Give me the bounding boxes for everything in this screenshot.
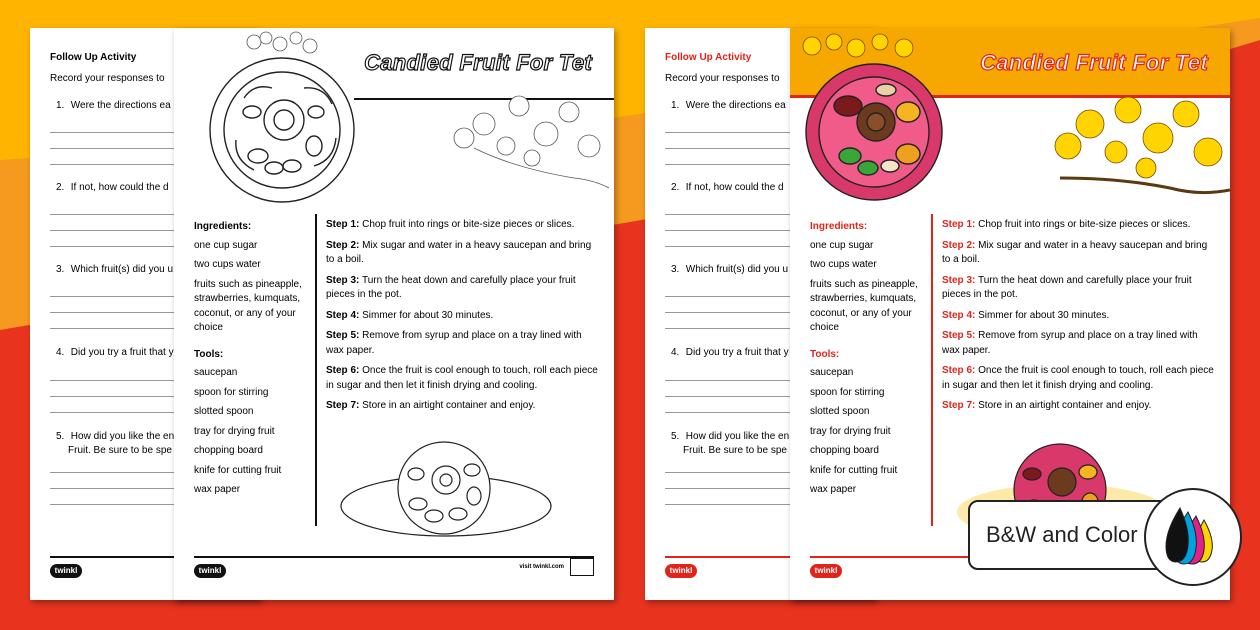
ingredients-tools-column [810, 220, 922, 503]
footer-url: visit twinkl.com [519, 564, 564, 570]
step-3: Step 3: Turn the heat down and carefully place your fruit pieces in the pot. [326, 274, 576, 300]
question-1: 1. Were the directions ea [56, 100, 171, 111]
tool-item: saucepan [194, 367, 238, 378]
tool-item: knife for cutting fruit [194, 464, 282, 476]
tray-on-plate-illustration [326, 428, 596, 548]
tool-item: wax paper [810, 484, 857, 495]
step-5: Step 5: Remove from syrup and place on a tray lined with wax paper. [326, 330, 582, 356]
step-2: Step 2: Mix sugar and water in a heavy saucepan and bring to a boil. [326, 239, 592, 265]
tool-item: slotted spoon [194, 406, 254, 417]
ingredients-heading: Ingredients: [194, 221, 252, 232]
tool-item: tray for drying fruit [810, 425, 891, 437]
tools-heading: Tools: [194, 348, 224, 360]
question-3: 3. Which fruit(s) did you u [56, 264, 174, 275]
recipe-title: Candied Fruit For Tet [364, 50, 592, 75]
ingredient-item: fruits such as pineapple, strawberries, kumquats, coconut, or any of your choice [810, 278, 918, 333]
ingredient-item: two cups water [194, 259, 261, 270]
question-4: 4. Did you try a fruit that y [56, 347, 174, 358]
twinkl-logo: twinkl [665, 564, 697, 578]
question-5: 5. How did you like the en [671, 431, 790, 442]
follow-up-title: Follow Up Activity [665, 52, 752, 63]
column-divider [931, 214, 933, 526]
ingredients-tools-column [194, 220, 306, 503]
twinkl-logo: twinkl [810, 564, 842, 578]
tool-item: knife for cutting fruit [810, 464, 898, 476]
tool-item: chopping board [194, 445, 263, 456]
step-7: Step 7: Store in an airtight container and enjoy. [326, 400, 536, 411]
tool-item: spoon for stirring [810, 386, 885, 398]
step-3: Step 3: Turn the heat down and carefully place your fruit pieces in the pot. [942, 274, 1192, 300]
follow-up-instruction: Record your responses to [50, 73, 165, 84]
follow-up-title: Follow Up Activity [50, 52, 137, 63]
tool-item: chopping board [810, 445, 879, 456]
tool-item: wax paper [194, 484, 241, 495]
tool-item: saucepan [810, 367, 854, 378]
plate-icon [341, 442, 551, 536]
question-1: 1. Were the directions ea [671, 100, 786, 111]
step-7: Step 7: Store in an airtight container and enjoy. [942, 400, 1152, 411]
recipe-sheet-bw [174, 28, 614, 600]
question-2: 2. If not, how could the d [671, 182, 784, 193]
question-3: 3. Which fruit(s) did you u [671, 264, 789, 275]
ingredient-item: one cup sugar [194, 239, 258, 251]
step-4: Step 4: Simmer for about 30 minutes. [326, 309, 494, 321]
step-2: Step 2: Mix sugar and water in a heavy saucepan and bring to a boil. [942, 239, 1208, 265]
candy-tray-icon [806, 64, 942, 200]
tool-item: tray for drying fruit [194, 425, 275, 437]
quality-stamp-icon [570, 558, 594, 576]
recipe-title: Candied Fruit For Tet [980, 50, 1208, 75]
ingredient-item: fruits such as pineapple, strawberries, kumquats, coconut, or any of your choice [194, 278, 302, 333]
footer-rule [194, 556, 594, 558]
badge-label: B&W and Color [986, 522, 1138, 547]
step-1: Step 1: Chop fruit into rings or bite-size pieces or slices. [942, 219, 1191, 230]
ingredients-heading: Ingredients: [810, 221, 868, 232]
candy-tray-icon [210, 58, 354, 202]
follow-up-instruction: Record your responses to [665, 73, 780, 84]
step-6: Step 6: Once the fruit is cool enough to touch, roll each piece in sugar and then let it finish drying and cooling. [942, 365, 1214, 391]
question-5-line-2: Fruit. Be sure to be spe [683, 445, 787, 456]
twinkl-logo: twinkl [194, 564, 226, 578]
steps-column [326, 218, 602, 420]
ink-drops-icon [1144, 488, 1242, 586]
steps-column [942, 218, 1218, 420]
twinkl-logo: twinkl [50, 564, 82, 578]
step-1: Step 1: Chop fruit into rings or bite-size pieces or slices. [326, 219, 575, 230]
ingredient-item: two cups water [810, 259, 877, 270]
question-5-line-2: Fruit. Be sure to be spe [68, 445, 172, 456]
ingredient-item: one cup sugar [810, 239, 874, 251]
step-6: Step 6: Once the fruit is cool enough to touch, roll each piece in sugar and then let it finish drying and cooling. [326, 365, 598, 391]
question-2: 2. If not, how could the d [56, 182, 169, 193]
column-divider [315, 214, 317, 526]
step-5: Step 5: Remove from syrup and place on a tray lined with wax paper. [942, 330, 1198, 356]
ink-drops-graphic [1146, 490, 1240, 584]
tool-item: slotted spoon [810, 406, 870, 417]
tool-item: spoon for stirring [194, 386, 269, 398]
tools-heading: Tools: [810, 348, 840, 360]
question-4: 4. Did you try a fruit that y [671, 347, 789, 358]
question-5: 5. How did you like the en [56, 431, 175, 442]
step-4: Step 4: Simmer for about 30 minutes. [942, 309, 1110, 321]
